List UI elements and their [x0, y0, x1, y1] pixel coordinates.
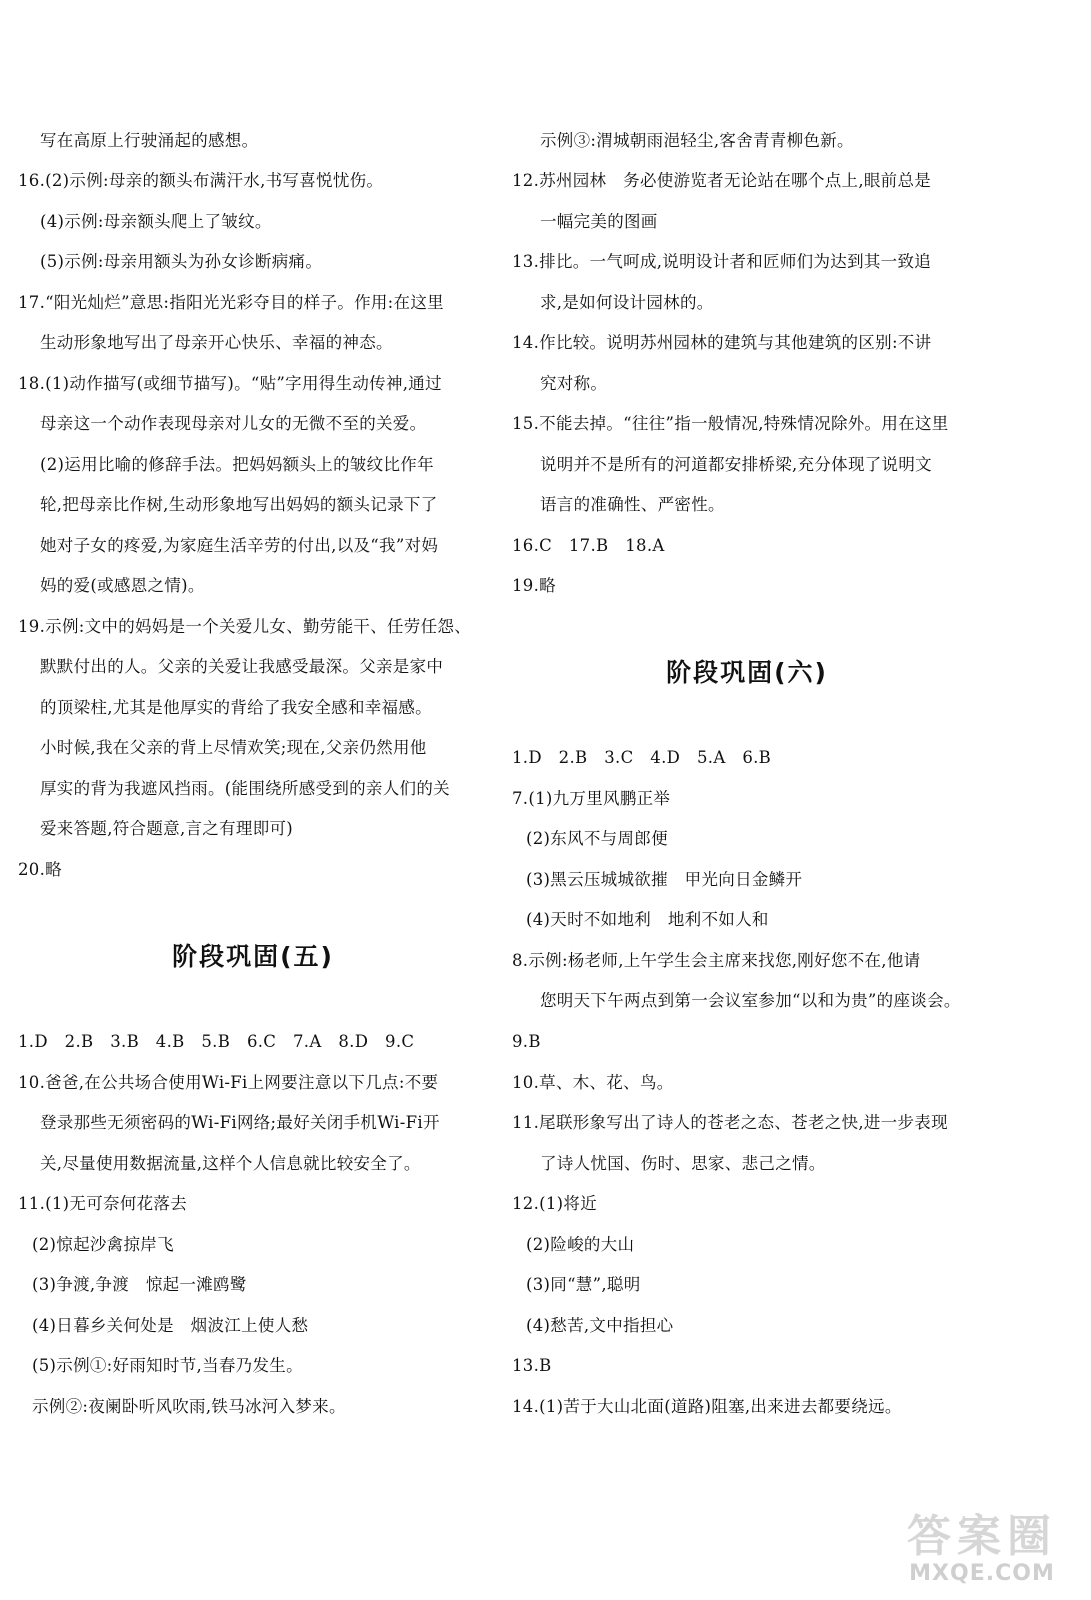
text-line: (4)日暮乡关何处是 烟波江上使人愁 — [32, 1316, 309, 1335]
text-line: 厚实的背为我遮风挡雨。(能围绕所感受到的亲人们的关 — [40, 779, 450, 798]
text-line: (4)示例:母亲额头爬上了皱纹。 — [40, 212, 272, 231]
text-line: (4)愁苦,文中指担心 — [526, 1316, 674, 1335]
text-line: 默默付出的人。父亲的关爱让我感受最深。父亲是家中 — [40, 657, 444, 676]
text-line: (2)惊起沙禽掠岸飞 — [32, 1235, 174, 1254]
text-line: 13.B — [512, 1356, 552, 1375]
text-line: 轮,把母亲比作树,生动形象地写出妈妈的额头记录下了 — [40, 495, 438, 514]
text-line: 究对称。 — [540, 374, 608, 393]
text-line: (3)同“慧”,聪明 — [526, 1275, 641, 1294]
text-line: 小时候,我在父亲的背上尽情欢笑;现在,父亲仍然用他 — [40, 738, 427, 757]
text-line: 16.C 17.B 18.A — [512, 536, 665, 555]
text-line: 母亲这一个动作表现母亲对儿女的无微不至的关爱。 — [40, 414, 427, 433]
text-line: 19.略 — [512, 576, 556, 595]
text-line: (3)黑云压城城欲摧 甲光向日金鳞开 — [526, 870, 803, 889]
text-line: (5)示例①:好雨知时节,当春乃发生。 — [32, 1356, 303, 1375]
text-line: 求,是如何设计园林的。 — [540, 293, 714, 312]
text-line: 您明天下午两点到第一会议室参加“以和为贵”的座谈会。 — [540, 991, 961, 1010]
text-line: 爱来答题,符合题意,言之有理即可) — [40, 819, 294, 838]
text-line: 8.示例:杨老师,上午学生会主席来找您,刚好您不在,他请 — [512, 951, 921, 970]
text-line: 一幅完美的图画 — [540, 212, 658, 231]
text-line: 示例②:夜阑卧听风吹雨,铁马冰河入梦来。 — [32, 1397, 346, 1416]
section-heading-5: 阶段巩固(五) — [172, 942, 334, 971]
text-line: 的顶梁柱,尤其是他厚实的背给了我安全感和幸福感。 — [40, 698, 432, 717]
text-line: (2)东风不与周郎便 — [526, 829, 668, 848]
text-line: 了诗人忧国、伤时、思家、悲己之情。 — [540, 1154, 826, 1173]
watermark-top-text: 答案圈 — [907, 1511, 1057, 1562]
text-line: (5)示例:母亲用额头为孙女诊断病痛。 — [40, 252, 323, 271]
text-line: 19.示例:文中的妈妈是一个关爱儿女、勤劳能干、任劳任怨、 — [18, 617, 471, 636]
text-line: (2)险峻的大山 — [526, 1235, 635, 1254]
text-line: 14.作比较。说明苏州园林的建筑与其他建筑的区别:不讲 — [512, 333, 932, 352]
text-line: 11.尾联形象写出了诗人的苍老之态、苍老之快,进一步表现 — [512, 1113, 948, 1132]
text-line: 7.(1)九万里风鹏正举 — [512, 789, 671, 808]
text-line: 10.草、木、花、鸟。 — [512, 1073, 674, 1092]
text-line: 1.D 2.B 3.C 4.D 5.A 6.B — [512, 748, 772, 767]
text-line: 11.(1)无可奈何花落去 — [18, 1194, 188, 1213]
text-line: 20.略 — [18, 860, 62, 879]
text-line: 13.排比。一气呵成,说明设计者和匠师们为达到其一致追 — [512, 252, 932, 271]
text-line: 登录那些无须密码的Wi-Fi网络;最好关闭手机Wi-Fi开 — [40, 1113, 440, 1132]
text-line: 说明并不是所有的河道都安排桥梁,充分体现了说明文 — [540, 455, 932, 474]
text-line: (2)运用比喻的修辞手法。把妈妈额头上的皱纹比作年 — [40, 455, 434, 474]
text-line: 语言的准确性、严密性。 — [540, 495, 725, 514]
text-line: 15.不能去掉。“往往”指一般情况,特殊情况除外。用在这里 — [512, 414, 949, 433]
text-line: 写在高原上行驶涌起的感想。 — [40, 131, 259, 150]
section-heading-6: 阶段巩固(六) — [666, 658, 828, 687]
text-line: 18.(1)动作描写(或细节描写)。“贴”字用得生动传神,通过 — [18, 374, 442, 393]
text-line: 12.苏州园林 务必使游览者无论站在哪个点上,眼前总是 — [512, 171, 932, 190]
text-line: (3)争渡,争渡 惊起一滩鸥鹭 — [32, 1275, 247, 1294]
text-line: 14.(1)苦于大山北面(道路)阻塞,出来进去都要绕远。 — [512, 1397, 902, 1416]
text-line: 16.(2)示例:母亲的额头布满汗水,书写喜悦忧伤。 — [18, 171, 384, 190]
watermark-bottom-text: MXQE.COM — [909, 1561, 1055, 1586]
watermark-logo — [887, 1512, 1077, 1592]
text-line: 生动形象地写出了母亲开心快乐、幸福的神态。 — [40, 333, 393, 352]
text-line: 妈的爱(或感恩之情)。 — [40, 576, 205, 595]
text-line: 她对子女的疼爱,为家庭生活辛劳的付出,以及“我”对妈 — [40, 536, 439, 555]
text-line: 12.(1)将近 — [512, 1194, 598, 1213]
text-line: 示例③:渭城朝雨浥轻尘,客舍青青柳色新。 — [540, 131, 854, 150]
text-line: 1.D 2.B 3.B 4.B 5.B 6.C 7.A 8.D 9.C — [18, 1032, 415, 1051]
text-line: 17.“阳光灿烂”意思:指阳光光彩夺目的样子。作用:在这里 — [18, 293, 444, 312]
text-line: 关,尽量使用数据流量,这样个人信息就比较安全了。 — [40, 1154, 421, 1173]
text-line: 9.B — [512, 1032, 541, 1051]
text-line: (4)天时不如地利 地利不如人和 — [526, 910, 769, 929]
text-line: 10.爸爸,在公共场合使用Wi-Fi上网要注意以下几点:不要 — [18, 1073, 439, 1092]
